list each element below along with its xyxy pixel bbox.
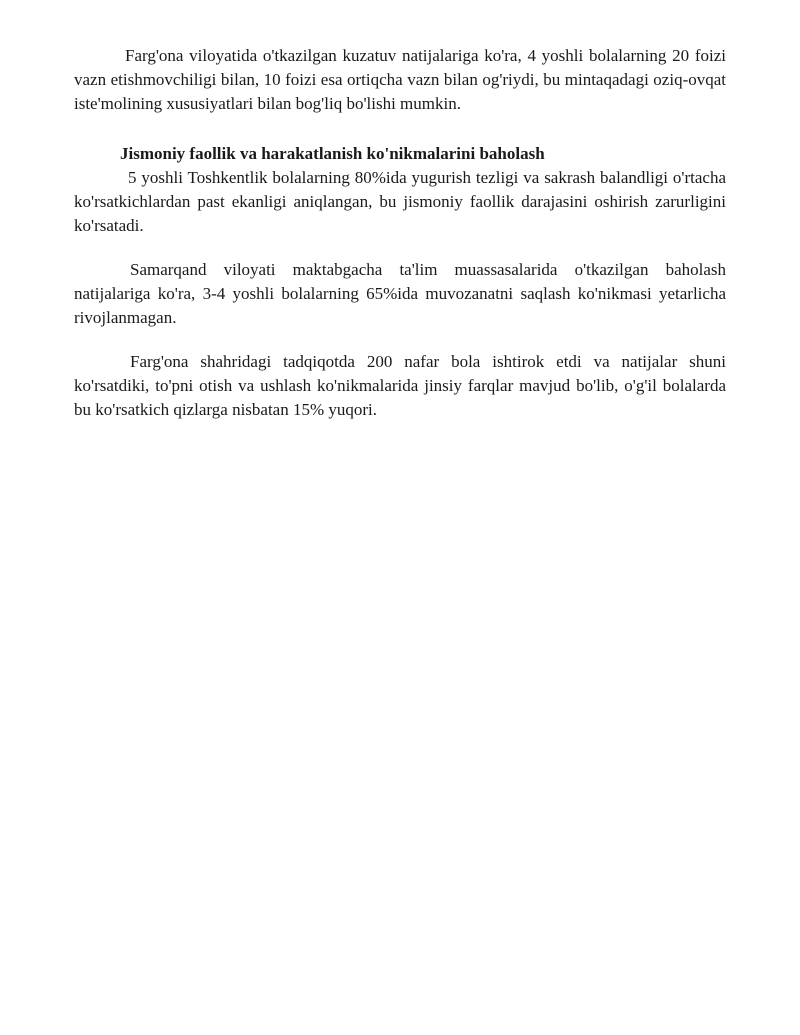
paragraph-fergana-ball-skills: Farg'ona shahridagi tadqiqotda 200 nafar bola ishtirok etdi va natijalar shuni ko'rsatdiki, to'pni otish va ushlash ko'nikmalarida jinsiy farqlar mavjud bo'lib, o'g'il bolalarda bu ko'rsatkich qizlarga nisbatan 15% yuqori.: [74, 352, 726, 419]
document-body: [74, 44, 726, 422]
paragraph-fergana-weight: Farg'ona viloyatida o'tkazilgan kuzatuv natijalariga ko'ra, 4 yoshli bolalarning 20 foizi vazn etishmovchiligi bilan, 10 foizi esa ortiqcha vazn bilan og'riydi, bu mintaqadagi oziq-ovqat iste'molining xususiyatlari bilan bog'liq bo'lishi mumkin.: [74, 46, 726, 113]
section-heading: Jismoniy faollik va harakatlanish ko'nikmalarini baholash: [120, 144, 545, 163]
paragraph-samarkand-balance: Samarqand viloyati maktabgacha ta'lim muassasalarida o'tkazilgan baholash natijalariga ko'ra, 3-4 yoshli bolalarning 65%ida muvozanatni saqlash ko'nikmasi yetarlicha rivojlanmagan.: [74, 260, 726, 327]
paragraph-tashkent-running: 5 yoshli Toshkentlik bolalarning 80%ida yugurish tezligi va sakrash balandligi o'rtacha ko'rsatkichlardan past ekanligi aniqlangan, bu jismoniy faollik darajasini oshirish zarurligini ko'rsatadi.: [74, 168, 726, 235]
